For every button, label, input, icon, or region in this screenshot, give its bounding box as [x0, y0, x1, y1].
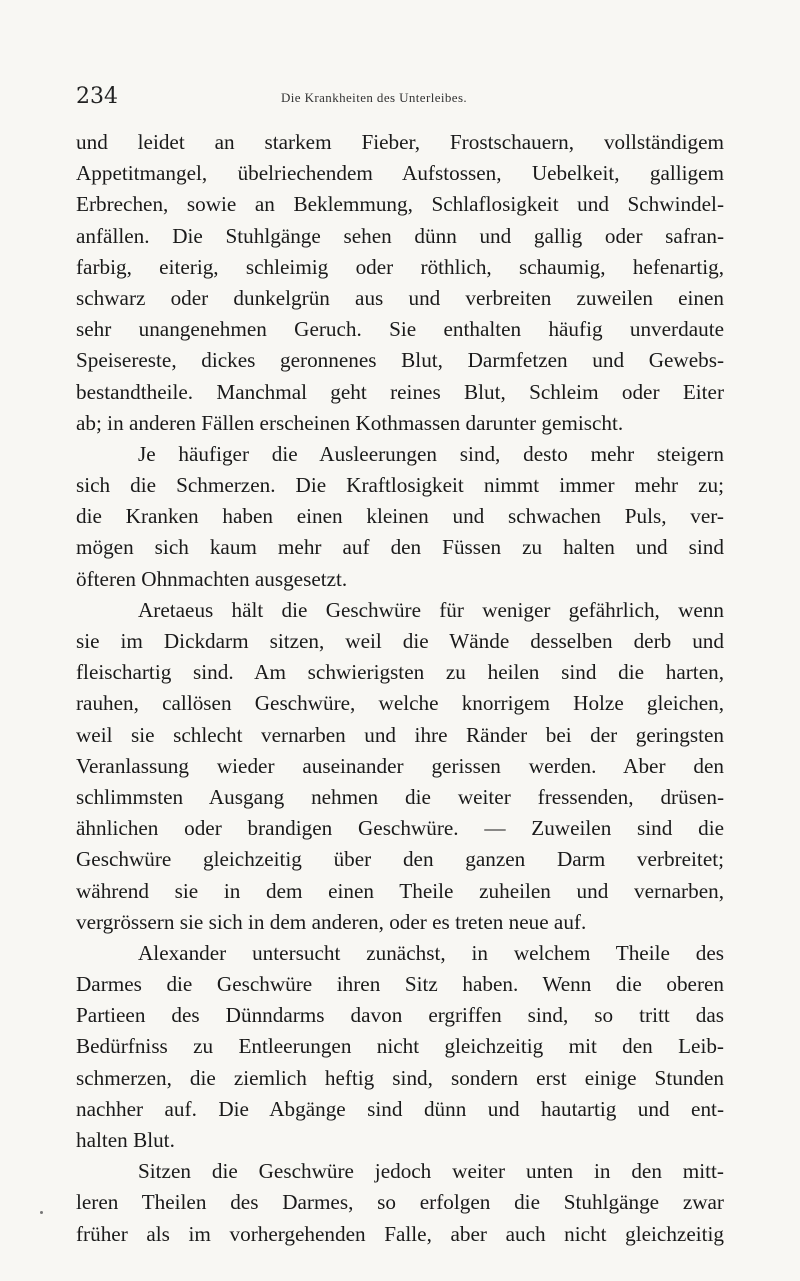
text-line: sich die Schmerzen. Die Kraftlosigkeit nimmt immer mehr zu; — [76, 473, 724, 498]
page-header — [76, 84, 726, 114]
text-line: Speisereste, dickes geronnenes Blut, Darmfetzen und Gewebs- — [76, 348, 724, 373]
text-line: weil sie schlecht vernarben und ihre Ränder bei der geringsten — [76, 722, 724, 747]
text-line: Veranlassung wieder auseinander gerissen werden. Aber den — [76, 753, 724, 778]
text-line: ähnlichen oder brandigen Geschwüre. — Zuweilen sind die — [76, 816, 724, 841]
text-line: Appetitmangel, übelriechendem Aufstossen, Uebelkeit, galligem — [76, 161, 724, 186]
text-line: rauhen, callösen Geschwüre, welche knorrigem Holze gleichen, — [76, 691, 724, 716]
running-head: Die Krankheiten des Unterleibes. — [281, 90, 468, 105]
text-line: Bedürfniss zu Entleerungen nicht gleichzeitig mit den Leib- — [76, 1034, 724, 1059]
body-text — [76, 127, 724, 1250]
text-line: mögen sich kaum mehr auf den Füssen zu halten und sind — [76, 535, 724, 560]
text-line: früher als im vorhergehenden Falle, aber auch nicht gleichzeitig — [76, 1221, 724, 1246]
text-line: farbig, eiterig, schleimig oder röthlich, schaumig, hefenartig, — [76, 254, 724, 279]
page-number: 234 — [76, 84, 118, 109]
text-line: Je häufiger die Ausleerungen sind, desto mehr steigern — [138, 441, 724, 466]
text-line: öfteren Ohnmachten ausgesetzt. — [76, 566, 348, 591]
text-line: vergrössern sie sich in dem anderen, oder es treten neue auf. — [76, 909, 587, 934]
text-line: halten Blut. — [76, 1128, 175, 1152]
text-line: schmerzen, die ziemlich heftig sind, sondern erst einige Stunden — [76, 1065, 724, 1090]
text-line: Alexander untersucht zunächst, in welchem Theile des — [138, 940, 724, 965]
text-line: fleischartig sind. Am schwierigsten zu heilen sind die harten, — [76, 660, 724, 685]
text-line: Geschwüre gleichzeitig über den ganzen Darm verbreitet; — [76, 847, 724, 872]
text-line: die Kranken haben einen kleinen und schwachen Puls, ver- — [76, 504, 724, 529]
text-line: Darmes die Geschwüre ihren Sitz haben. Wenn die oberen — [76, 972, 724, 997]
text-line: Partieen des Dünndarms davon ergriffen sind, so tritt das — [76, 1003, 724, 1028]
text-line: Aretaeus hält die Geschwüre für weniger gefährlich, wenn — [138, 597, 724, 622]
text-line: sehr unangenehmen Geruch. Sie enthalten häufig unverdaute — [76, 317, 724, 342]
text-line: und leidet an starkem Fieber, Frostschauern, vollständigem — [76, 130, 724, 154]
text-line: leren Theilen des Darmes, so erfolgen die Stuhlgänge zwar — [76, 1190, 724, 1215]
text-line: nachher auf. Die Abgänge sind dünn und hautartig und ent- — [76, 1096, 724, 1121]
text-line: schlimmsten Ausgang nehmen die weiter fressenden, drüsen- — [76, 784, 724, 809]
text-line: schwarz oder dunkelgrün aus und verbreiten zuweilen einen — [76, 285, 724, 310]
text-line: anfällen. Die Stuhlgänge sehen dünn und gallig oder safran- — [76, 223, 724, 248]
text-line: bestandtheile. Manchmal geht reines Blut, Schleim oder Eiter — [76, 379, 724, 404]
text-line: während sie in dem einen Theile zuheilen und vernarben, — [76, 878, 724, 903]
margin-speck — [40, 1211, 43, 1214]
text-line: ab; in anderen Fällen erscheinen Kothmassen darunter gemischt. — [76, 410, 624, 435]
text-line: Erbrechen, sowie an Beklemmung, Schlaflosigkeit und Schwindel- — [76, 192, 724, 217]
text-line: sie im Dickdarm sitzen, weil die Wände desselben derb und — [76, 629, 724, 653]
text-line: Sitzen die Geschwüre jedoch weiter unten in den mitt- — [138, 1159, 724, 1184]
